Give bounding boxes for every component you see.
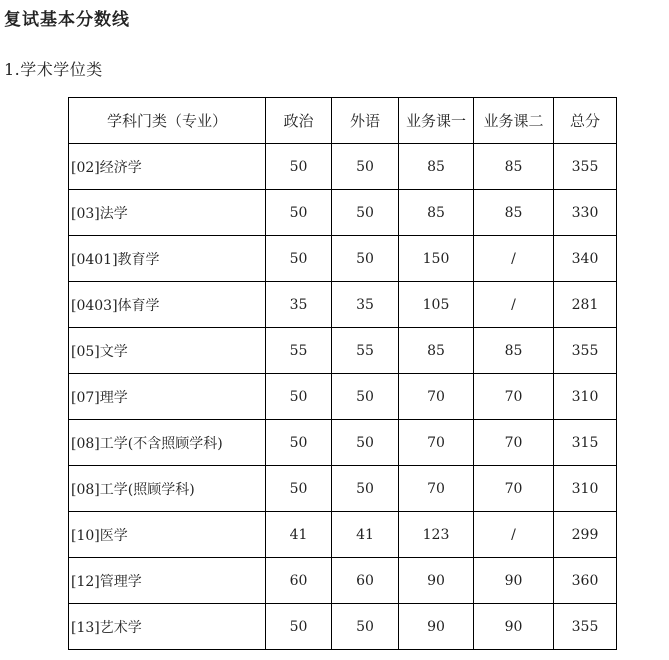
cell-total: 330: [554, 190, 617, 236]
cell-subject: [13]艺术学: [69, 604, 266, 650]
header-total: 总分: [554, 98, 617, 144]
cell-total: 310: [554, 374, 617, 420]
cell-subject: [08]工学(不含照顾学科): [69, 420, 266, 466]
cell-subject: [10]医学: [69, 512, 266, 558]
table-row: [69, 558, 617, 604]
cell-subject: [12]管理学: [69, 558, 266, 604]
cell-total: 355: [554, 604, 617, 650]
cell-total: 315: [554, 420, 617, 466]
cell-foreign: 35: [332, 282, 399, 328]
cell-course-two: 70: [474, 466, 554, 512]
header-course-one: 业务课一: [399, 98, 474, 144]
cell-foreign: 50: [332, 190, 399, 236]
cell-course-one: 70: [399, 420, 474, 466]
cell-politics: 50: [266, 144, 332, 190]
cell-course-two: 85: [474, 144, 554, 190]
cell-course-one: 123: [399, 512, 474, 558]
cell-foreign: 50: [332, 374, 399, 420]
page-title: 复试基本分数线: [4, 10, 130, 30]
cell-course-two: 85: [474, 190, 554, 236]
cell-politics: 55: [266, 328, 332, 374]
cell-subject: [02]经济学: [69, 144, 266, 190]
table-body: [69, 144, 617, 650]
cell-politics: 50: [266, 374, 332, 420]
cell-total: 360: [554, 558, 617, 604]
cell-total: 299: [554, 512, 617, 558]
cell-foreign: 60: [332, 558, 399, 604]
cell-total: 355: [554, 144, 617, 190]
cell-course-two: /: [474, 236, 554, 282]
cell-total: 310: [554, 466, 617, 512]
cell-total: 281: [554, 282, 617, 328]
cell-course-one: 70: [399, 466, 474, 512]
cell-foreign: 50: [332, 144, 399, 190]
cell-course-two: 70: [474, 374, 554, 420]
cell-course-two: 85: [474, 328, 554, 374]
cell-foreign: 55: [332, 328, 399, 374]
table-row: [69, 420, 617, 466]
header-politics: 政治: [266, 98, 332, 144]
cell-course-one: 90: [399, 604, 474, 650]
cell-course-one: 85: [399, 190, 474, 236]
cell-foreign: 50: [332, 420, 399, 466]
table-row: [69, 374, 617, 420]
cell-politics: 50: [266, 420, 332, 466]
table-row: [69, 328, 617, 374]
cell-politics: 50: [266, 466, 332, 512]
section-heading: 1.学术学位类: [4, 60, 103, 79]
cell-politics: 60: [266, 558, 332, 604]
cell-foreign: 41: [332, 512, 399, 558]
header-subject: 学科门类（专业）: [69, 98, 266, 144]
table-row: [69, 604, 617, 650]
cell-politics: 50: [266, 190, 332, 236]
cell-course-one: 105: [399, 282, 474, 328]
cell-course-one: 70: [399, 374, 474, 420]
cell-course-one: 90: [399, 558, 474, 604]
table-row: [69, 282, 617, 328]
table-header-row: [69, 98, 617, 144]
cell-foreign: 50: [332, 604, 399, 650]
cell-subject: [0403]体育学: [69, 282, 266, 328]
table-row: [69, 144, 617, 190]
cell-foreign: 50: [332, 236, 399, 282]
table-row: [69, 512, 617, 558]
cell-subject: [03]法学: [69, 190, 266, 236]
cell-course-two: /: [474, 282, 554, 328]
cell-course-one: 85: [399, 144, 474, 190]
cell-total: 340: [554, 236, 617, 282]
score-table: [68, 97, 617, 650]
cell-subject: [05]文学: [69, 328, 266, 374]
cell-total: 355: [554, 328, 617, 374]
cell-course-two: 70: [474, 420, 554, 466]
cell-course-two: /: [474, 512, 554, 558]
cell-subject: [0401]教育学: [69, 236, 266, 282]
table-row: [69, 466, 617, 512]
header-foreign: 外语: [332, 98, 399, 144]
cell-foreign: 50: [332, 466, 399, 512]
cell-subject: [07]理学: [69, 374, 266, 420]
header-course-two: 业务课二: [474, 98, 554, 144]
table-row: [69, 190, 617, 236]
cell-course-two: 90: [474, 604, 554, 650]
cell-course-one: 150: [399, 236, 474, 282]
cell-politics: 41: [266, 512, 332, 558]
cell-subject: [08]工学(照顾学科): [69, 466, 266, 512]
cell-politics: 50: [266, 604, 332, 650]
cell-politics: 35: [266, 282, 332, 328]
cell-course-one: 85: [399, 328, 474, 374]
cell-course-two: 90: [474, 558, 554, 604]
table-row: [69, 236, 617, 282]
cell-politics: 50: [266, 236, 332, 282]
